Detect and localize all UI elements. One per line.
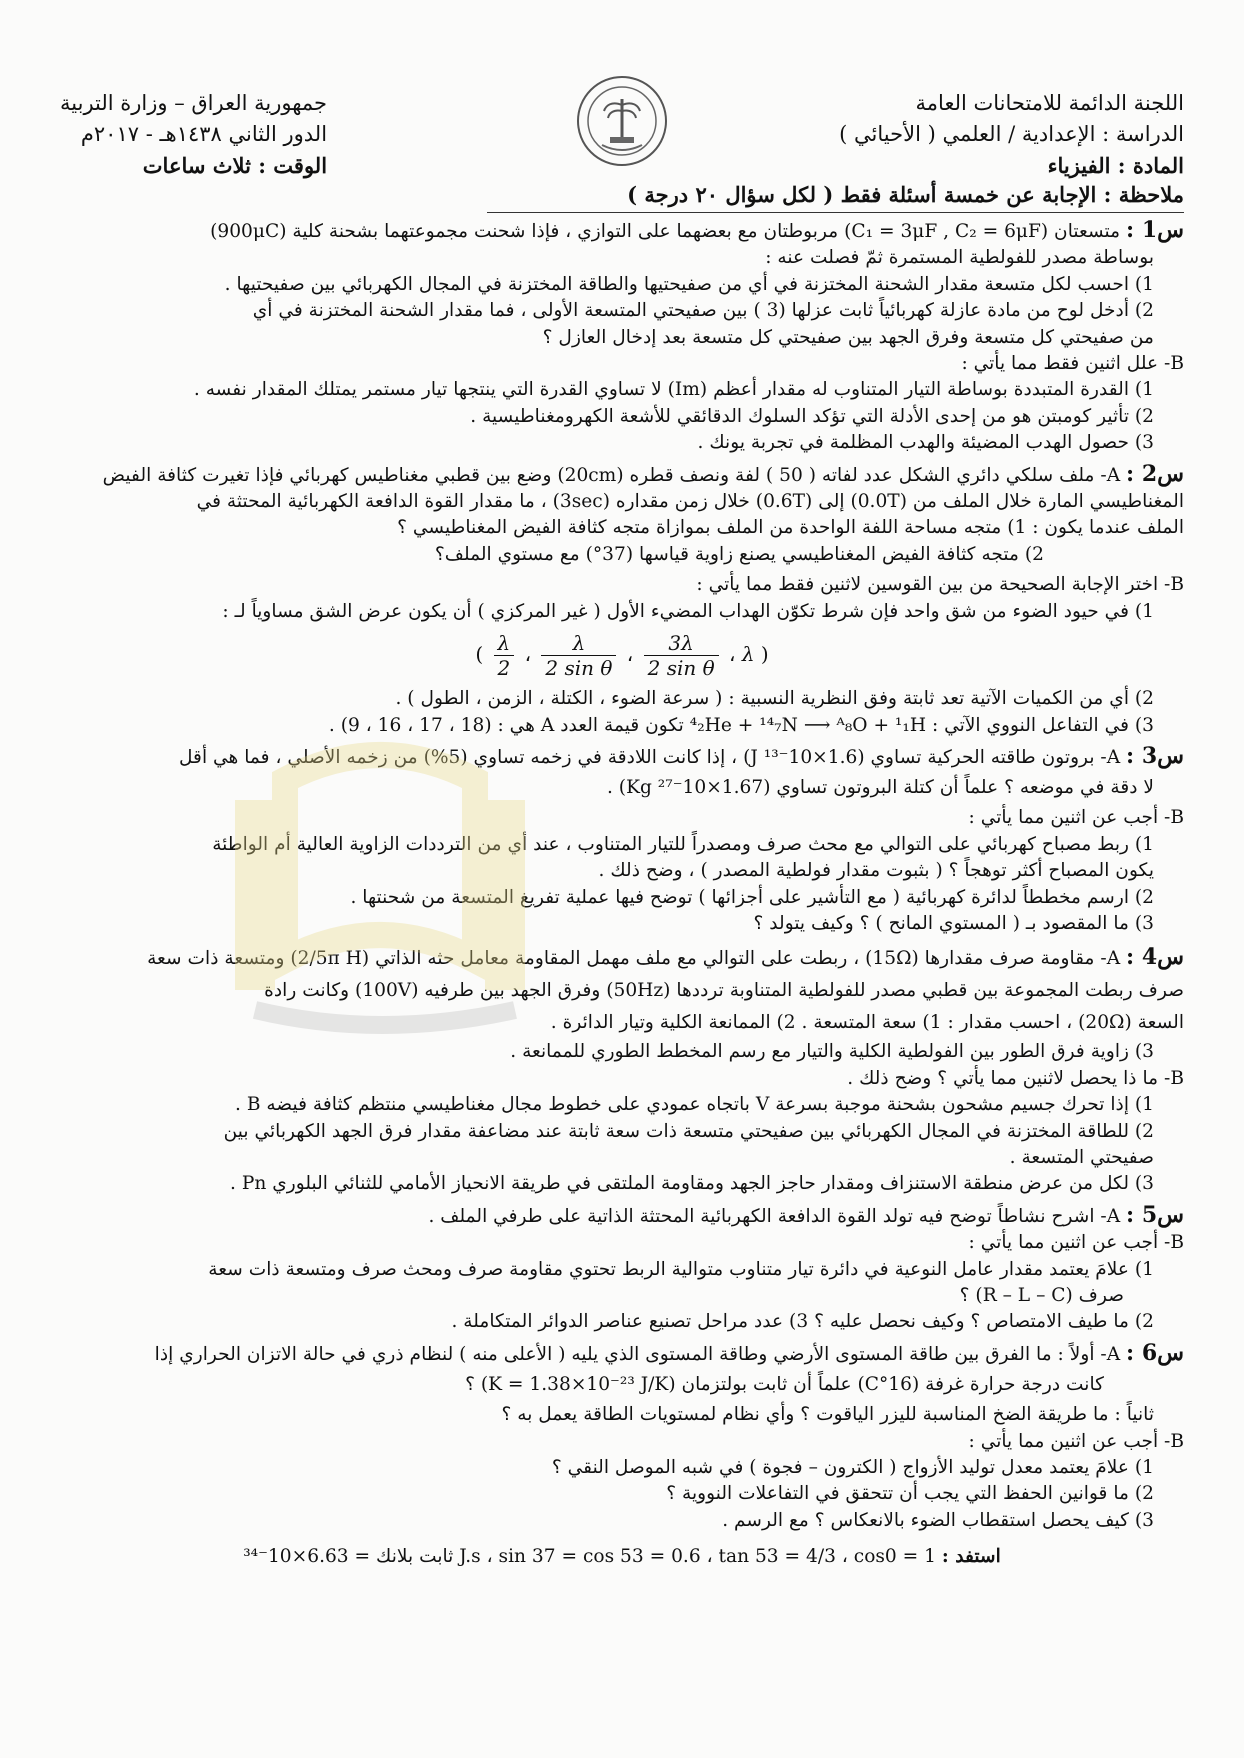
option-3lambda-over-2sin: $\frac{3\lambda}{\text{2 sin θ}}$ [644,631,719,680]
q3-part-b-item: 3) ما المقصود بـ ( المستوي المانح ) ؟ وكيف يتولد ؟ [753,912,1154,934]
question-number: س6 : [1126,1339,1184,1366]
q1-part-a-line: متسعتان (C₁ = 3μF , C₂ = 6μF) مربوطتان مع بعضهما على التوازي ، فإذا شحنت مجموعتهما بشحنة كلية (900μC) [210,221,1121,242]
exam-session: الدور الثاني ١٤٣٨هـ - ٢٠١٧م [80,122,328,146]
q2-part-b-item: 2) أي من الكميات الآتية تعد ثابتة وفق النظرية النسبية : ( سرعة الضوء ، الكتلة ، الزمن ، الطول ) . [395,688,1154,710]
q2-part-a-line: الملف عندما يكون : 1) متجه مساحة اللفة الواحدة من الملف بموازاة متجه كثافة الفيض المغناطيسي ؟ [397,517,1184,539]
q1-part-a-item: 1) احسب لكل متسعة مقدار الشحنة المختزنة في أي من صفيحتيها والطاقة المختزنة في المجال الكهربائي بين صفيحتيها . [224,273,1154,295]
question-number: س3 : [1126,742,1184,769]
q6-part-b-item: 3) كيف يحصل استقطاب الضوء بالانعكاس ؟ مع الرسم . [722,1509,1154,1531]
question-number: س4 : [1126,944,1184,971]
q2-part-b-item: 1) في حيود الضوء من شق واحد فإن شرط تكوّن الهداب المضيء الأول ( غير المركزي ) أن يكون عرض الشق مساوياً لـ : [222,600,1154,622]
q1-part-a-line: بوساطة مصدر للفولطية المستمرة ثمّ فصلت عنه : [765,247,1154,269]
question-number: س2 : [1126,460,1184,487]
q4-part-b-item: 3) لكل من عرض منطقة الاستنزاف ومقدار حاجز الجهد ومقاومة الملتقى في طريقة الانحياز الأمامي للثنائي البلوري Pn . [230,1173,1154,1195]
q4-part-a-line: السعة (20Ω) ، احسب مقدار : 1) سعة المتسعة . 2) الممانعة الكلية وتيار الدائرة . [550,1012,1184,1034]
q2-answer-options: ( $\frac{\lambda}{2}$ ، $\frac{\lambda}{\text{2 sin θ}}$ ، $\frac{3\lambda}{\text{2 sin θ}}$ ، λ ) [475,631,769,681]
q3-part-a-line: لا دقة في موضعه ؟ علماً أن كتلة البروتون تساوي (1.67×10⁻²⁷ Kg) . [606,777,1154,799]
option-lambda-over-2sin: $\frac{\lambda}{\text{2 sin θ}}$ [541,631,616,680]
exam-note: ملاحظة : الإجابة عن خمسة أسئلة فقط ( لكل سؤال ٢٠ درجة ) [487,180,1184,213]
q5-part-b-item: صرف (R – L – C) ؟ [959,1285,1124,1306]
q4-part-a-line: صرف ربطت المجموعة بين قطبي مصدر للفولطية المتناوبة ترددها (50Hz) وفرق الجهد بين طرفيه (100V) وكانت رادة [264,980,1184,1002]
q3-part-b-item: 2) ارسم مخططاً لدائرة كهربائية ( مع التأشير على أجزائها ) توضح فيها عملية تفريغ المتسعة من شحنتها . [350,886,1154,908]
exam-duration: الوقت : ثلاث ساعات [142,153,328,178]
q6-part-b-item: 1) علامَ يعتمد معدل توليد الأزواج ( الكترون – فجوة ) في شبه الموصل النقي ؟ [551,1457,1154,1479]
q4-part-a-item: 3) زاوية فرق الطور بين الفولطية الكلية والتيار مع رسم المخطط الطوري للممانعة . [510,1041,1154,1063]
question-6 [60,1340,1184,1534]
option-lambda-over-2: $\frac{\lambda}{2}$ [494,631,515,680]
question-5 [60,1202,1184,1336]
q4-part-a-line: A- مقاومة صرف مقدارها (15Ω) ، ربطت على التوالي مع ملف مهمل المقاومة معامل حثه الذاتي (2/5π H) ومتسعة ذات سعة [147,948,1121,970]
sin37-value: sin 37 = cos 53 = 0.6 [498,1546,701,1568]
q4-part-b-item: صفيحتي المتسعة . [1009,1146,1154,1168]
q6-part-b-item: 2) ما قوانين الحفظ التي يجب أن تتحقق في التفاعلات النووية ؟ [666,1483,1154,1505]
q6-part-a-line: A- أولاً : ما الفرق بين طاقة المستوى الأرضي وطاقة المستوى الذي يليه ( الأعلى منه ) لنظام ذري في حالة الاتزان الحراري إذا [154,1343,1121,1365]
tan53-value: tan 53 = 4/3 [718,1546,836,1568]
question-3 [60,743,1184,937]
header-right-block [839,88,1184,181]
question-4 [60,941,1184,1197]
cos0-value: cos0 = 1 [853,1546,936,1568]
q3-part-b-label: B- أجب عن اثنين مما يأتي : [968,807,1184,829]
constants-label: استفد : [941,1546,1001,1568]
header-left-block [60,88,327,181]
q5-part-b-item: 1) علامَ يعتمد مقدار عامل النوعية في دائرة تيار متناوب متوالية الربط تحتوي مقاومة صرف ومحث صرف ومتسعة ذات سعة [208,1258,1154,1280]
q2-part-b-item: 3) في التفاعل النووي الآتي : ⁴₂He + ¹⁴₇N ⟶ ᴬ₈O + ¹₁H تكون قيمة العدد A هي : (18 ، 17 ، 16 ، 9) . [328,714,1154,736]
exam-header [60,70,1184,178]
question-1 [60,217,1184,457]
question-number: س1 : [1126,217,1184,243]
q1-part-a-line: من صفيحتي كل متسعة وفرق الجهد بين صفيحتي كل متسعة بعد إدخال العازل ؟ [542,326,1154,348]
q2-part-a-line: A- ملف سلكي دائري الشكل عدد لفاته ( 50 ) لفة ونصف قطره (20cm) وضع بين قطبي مغناطيس كهربائي فإذا تغيرت كثافة الفيض [102,464,1121,486]
question-2 [60,461,1184,739]
q2-part-a-line: المغناطيسي المارة خلال الملف من (0.0T) إلى (0.6T) خلال زمن مقداره (3sec) ، ما مقدار القوة الدافعة الكهربائية المحتثة في [196,491,1184,513]
q6-part-a-line: كانت درجة حرارة غرفة (16°C) علماً أن ثابت بولتزمان (K = 1.38×10⁻²³ J/K) ؟ [465,1374,1104,1396]
q5-part-b-item: 2) ما طيف الامتصاص ؟ وكيف نحصل عليه ؟ 3) عدد مراحل تصنيع عناصر الدوائر المتكاملة . [451,1311,1154,1333]
option-lambda: λ [741,642,755,667]
q4-part-b-item: 2) للطاقة المختزنة في المجال الكهربائي بين صفيحتي متسعة ذات سعة ثابتة عند مضاعفة مقدار فرق الجهد الكهربائي بين [223,1120,1154,1142]
committee-name: اللجنة الدائمة للامتحانات العامة [915,91,1184,115]
q4-part-b-item: 1) إذا تحرك جسيم مشحون بشحنة موجبة بسرعة V باتجاه عمودي على خطوط مجال مغناطيسي منتظم كثافة فيضه B . [235,1094,1154,1116]
study-branch: الدراسة : الإعدادية / العلمي ( الأحيائي ) [839,122,1184,146]
question-number: س5 : [1126,1201,1184,1228]
q1-part-a-item: 2) أدخل لوح من مادة عازلة كهربائياً ثابت عزلها (3 ) بين صفيحتي المتسعة الأولى ، فما مقدار الشحنة المختزنة في أي [252,300,1154,322]
q3-part-b-item: يكون المصباح أكثر توهجاً ؟ ( بثبوت مقدار فولطية المصدر ) ، وضح ذلك . [598,860,1154,882]
q1-part-b-item: 2) تأثير كومبتن هو من إحدى الأدلة التي تؤكد السلوك الدقائقي للأشعة الكهرومغناطيسية . [470,405,1154,427]
q3-part-b-item: 1) ربط مصباح كهربائي على التوالي مع محث صرف ومصدراً للتيار المتناوب ، عند أي من الترددات الزاوية العالية أم الواطئة [212,833,1154,855]
q2-part-a-item: 2) متجه كثافة الفيض المغناطيسي يصنع زاوية قياسها (37°) مع مستوي الملف؟ [434,543,1044,565]
q6-part-b-label: B- أجب عن اثنين مما يأتي : [968,1430,1184,1452]
country-ministry: جمهورية العراق – وزارة التربية [60,91,328,115]
subject-name: المادة : الفيزياء [1047,153,1184,178]
constants-footer: استفد : ثابت بلانك = 6.63×10⁻³⁴ J.s ، sin 37 = cos 53 = 0.6 ، tan 53 = 4/3 ، cos0 = 1 [243,1546,1001,1568]
q1-part-b-label: B- علل اثنين فقط مما يأتي : [961,353,1184,375]
q5-part-b-label: B- أجب عن اثنين مما يأتي : [968,1232,1184,1254]
q3-part-a-line: A- بروتون طاقته الحركية تساوي (1.6×10⁻¹³ J) ، إذا كانت اللادقة في زخمه تساوي (5%) من زخمه الأصلي ، فما هي أقل [178,746,1121,768]
q4-part-b-label: B- ما ذا يحصل لاثنين مما يأتي ؟ وضح ذلك . [847,1067,1184,1089]
q6-part-a-line: ثانياً : ما طريقة الضخ المناسبة لليزر الياقوت ؟ وأي نظام لمستويات الطاقة يعمل به ؟ [501,1404,1154,1426]
q2-part-b-label: B- اختر الإجابة الصحيحة من بين القوسين لاثنين فقط مما يأتي : [696,574,1184,596]
q5-part-a-line: A- اشرح نشاطاً توضح فيه تولد القوة الدافعة الكهربائية المحتثة الذاتية على طرفي الملف . [428,1205,1121,1227]
q1-part-b-item: 3) حصول الهدب المضيئة والهدب المظلمة في تجربة يونك . [697,432,1154,454]
q1-part-b-item: 1) القدرة المتبددة بوساطة التيار المتناوب له مقدار أعظم (Im) لا تساوي القدرة التي ينتجها تيار مستمر يمتلك المقدار نفسه . [193,379,1154,401]
ministry-seal-icon [576,75,668,167]
planck-constant: ثابت بلانك = 6.63×10⁻³⁴ J.s [243,1546,481,1568]
